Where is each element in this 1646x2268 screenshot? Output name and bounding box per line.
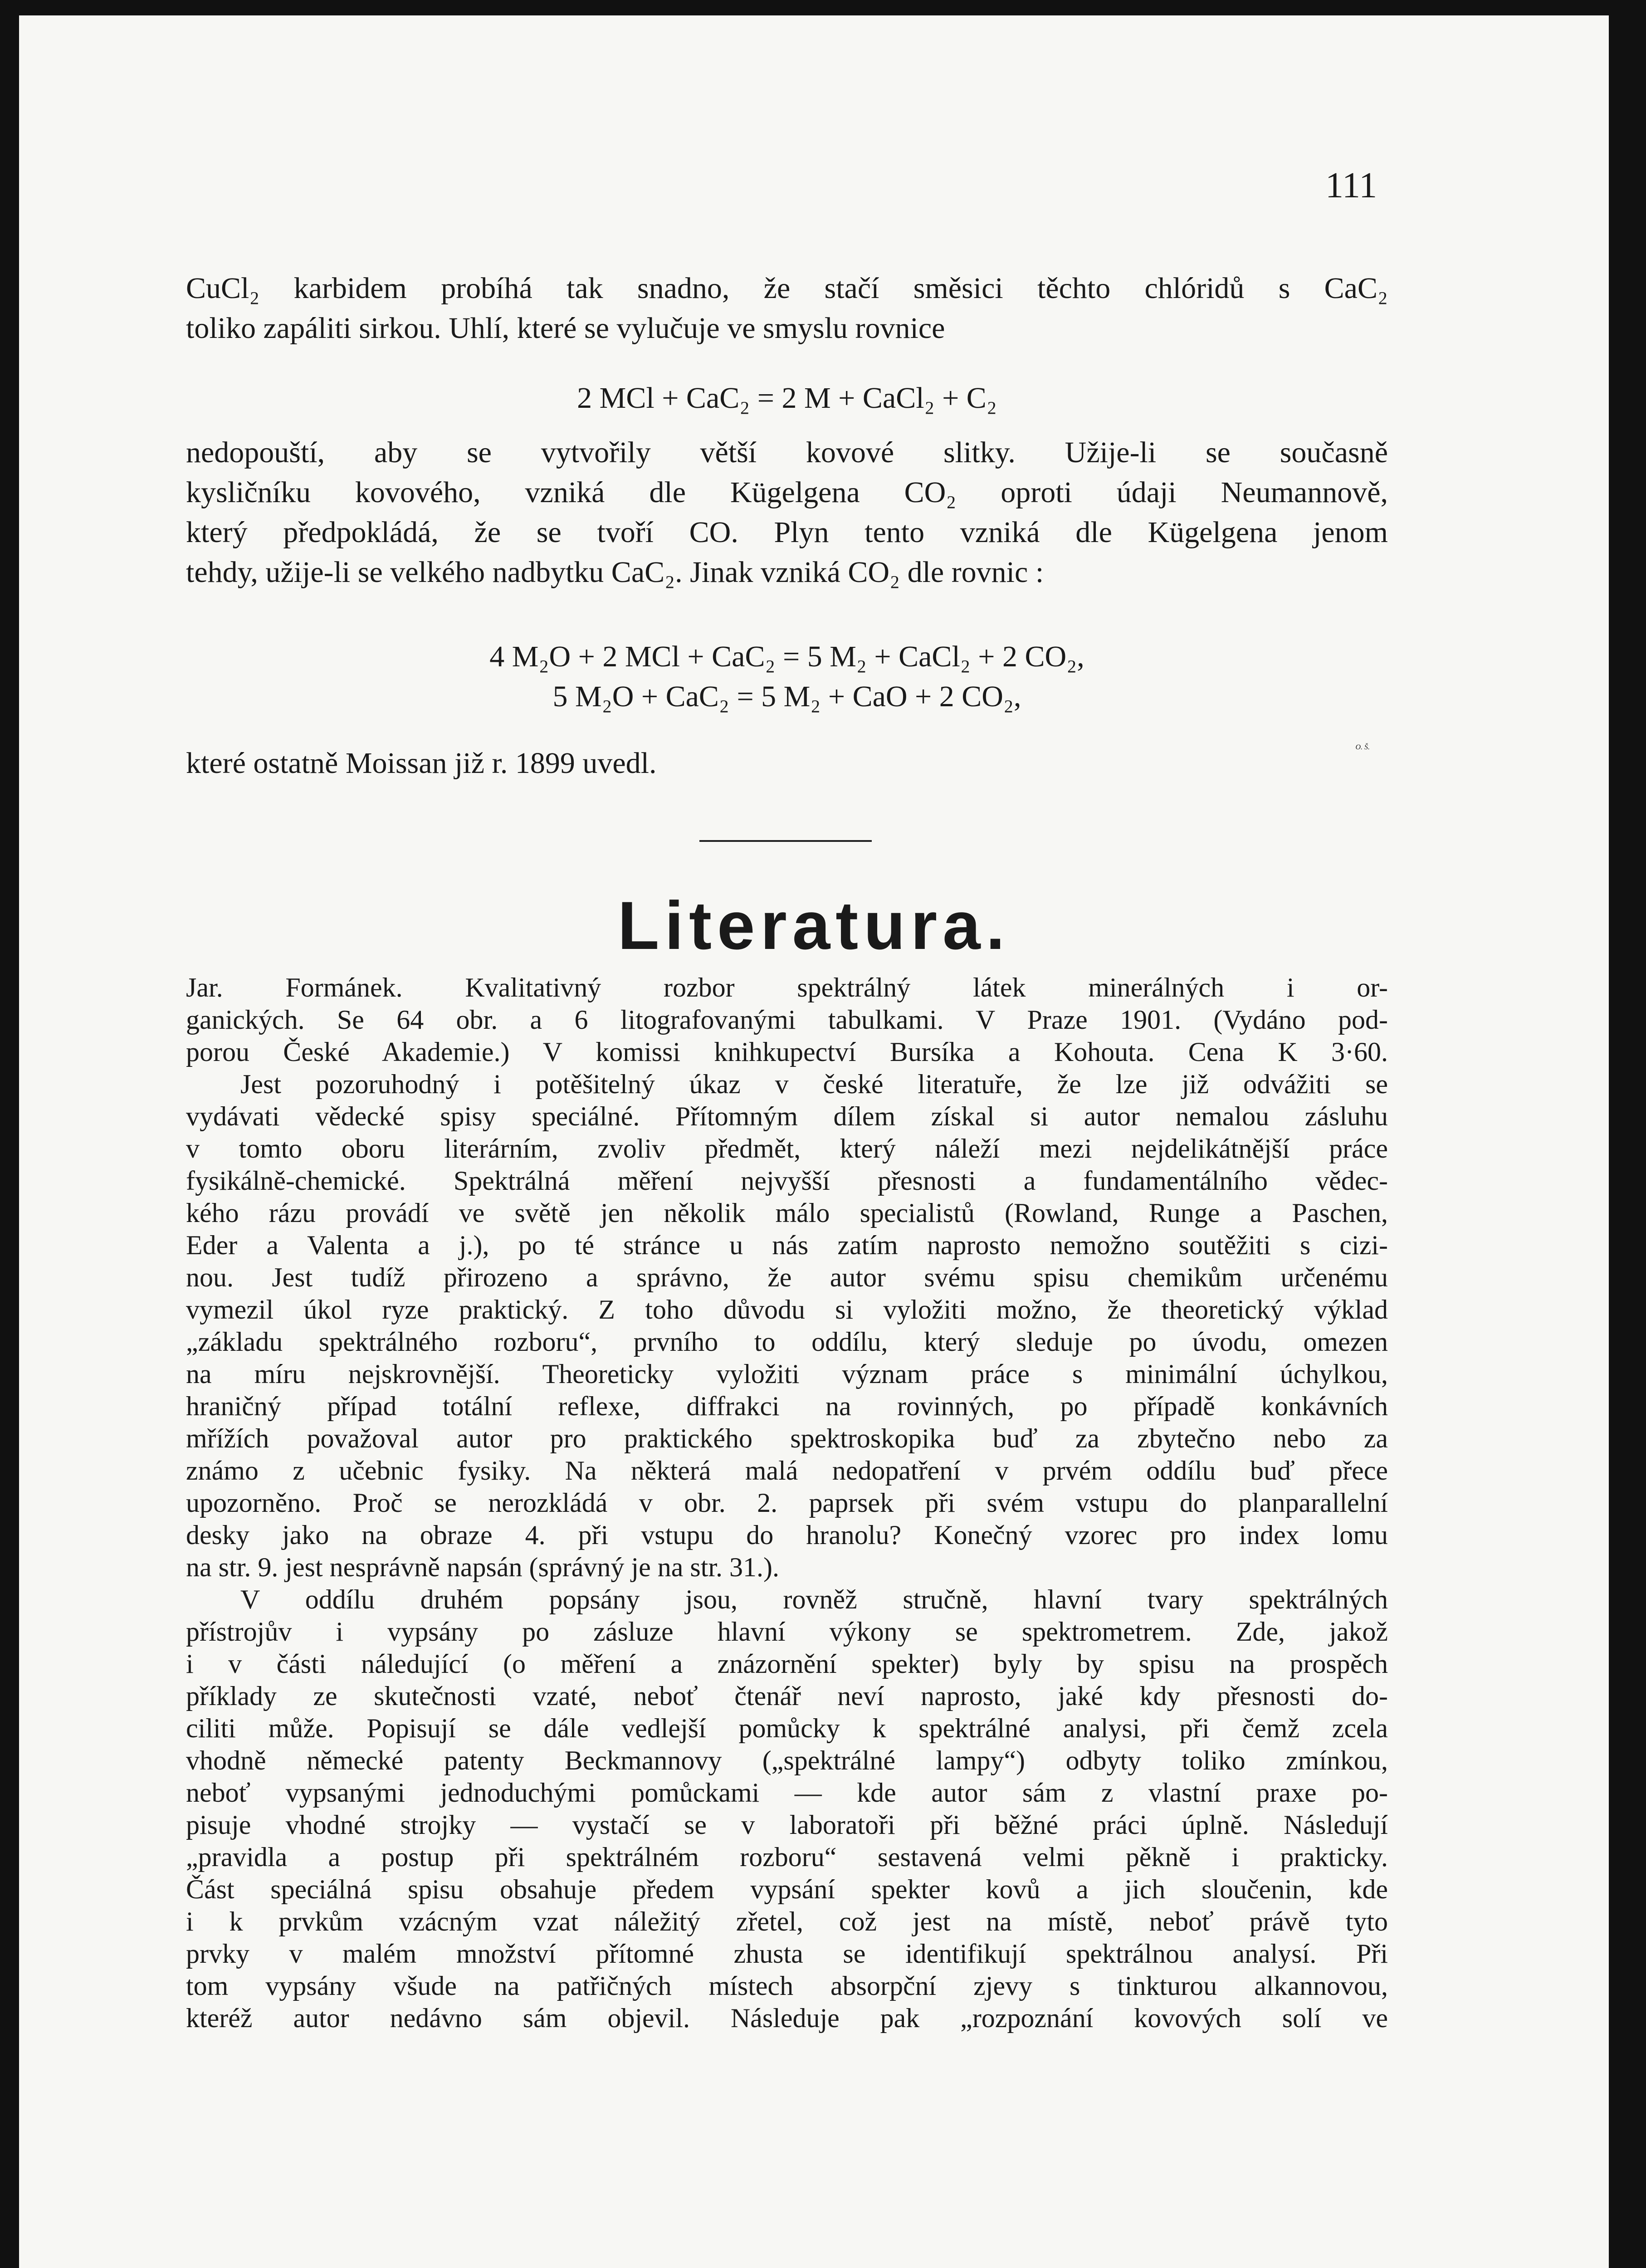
- review-line: pisuje vhodné strojky — vystačí se v laboratoři při běžné práci úplně. Následují: [186, 1810, 1388, 1840]
- review-line: ciliti může. Popisují se dále vedlejší pomůcky k spektrálné analysi, při čemž zcela: [186, 1713, 1388, 1743]
- review-line: známo z učebnic fysiky. Na některá malá nedopatření v prvém oddílu buď přece: [186, 1456, 1388, 1486]
- review-line: kteréž autor nedávno sám objevil. Následuje pak „rozpoznání kovových solí ve: [186, 2003, 1388, 2033]
- review-line: vydávati vědecké spisy speciálné. Přítomným dílem získal si autor nemalou zásluhu: [186, 1101, 1388, 1131]
- review-line: Část speciálná spisu obsahuje předem vypsání spekter kovů a jich sloučenin, kde: [186, 1874, 1388, 1904]
- author-signature: O. Š.: [1355, 743, 1370, 751]
- equation: [186, 378, 1388, 418]
- review-line: porou České Akademie.) V komissi knihkupectví Bursíka a Kohouta. Cena K 3·60.: [186, 1037, 1388, 1067]
- equation-group: [186, 637, 1388, 717]
- text-line: toliko zapáliti sirkou. Uhlí, které se vylučuje ve smyslu rovnice: [186, 312, 945, 345]
- review-line: přístrojův i vypsány po zásluze hlavní výkony se spektrometrem. Zde, jakož: [186, 1617, 1388, 1647]
- review-line: vymezil úkol ryze praktický. Z toho důvodu si vyložiti možno, že theoretický výklad: [186, 1295, 1388, 1325]
- review-line: Jar. Formánek. Kvalitativný rozbor spektrálný látek minerálných i or-: [186, 973, 1388, 1002]
- review-line: fysikálně-chemické. Spektrálná měření nejvyšší přesnosti a fundamentálního vědec-: [186, 1166, 1388, 1196]
- equation-line: 5 M₂O + CaC₂ = 5 M₂ + CaO + 2 CO₂,: [552, 680, 1021, 713]
- review-line: „pravidla a postup při spektrálném rozboru“ sestavená velmi pěkně i prakticky.: [186, 1842, 1388, 1872]
- equation-line: 2 MCl + CaC₂ = 2 M + CaCl₂ + C₂: [577, 381, 997, 415]
- section-title: Literatura.: [617, 887, 1011, 963]
- paragraph: [186, 433, 1388, 592]
- review-line: Eder a Valenta a j.), po té stránce u nás zatím naprosto nemožno soutěžiti s cizi-: [186, 1230, 1388, 1260]
- review-line: desky jako na obraze 4. při vstupu do hranolu? Konečný vzorec pro index lomu: [186, 1520, 1388, 1550]
- review-line: prvky v malém množství přítomné zhusta se identifikují spektrálnou analysí. Při: [186, 1939, 1388, 1969]
- review-line: vhodně německé patenty Beckmannovy („spektrálné lampy“) odbyty toliko zmínkou,: [186, 1745, 1388, 1775]
- review-line: hraničný případ totální reflexe, diffrakci na rovinných, po případě konkávních: [186, 1391, 1388, 1421]
- review-line: nou. Jest tudíž přirozeno a správno, že autor svému spisu chemikům určenému: [186, 1262, 1388, 1292]
- closing-line: [186, 743, 1388, 783]
- text-line: CuCl₂ karbidem probíhá tak snadno, že stačí směsici těchto chlóridů s CaC₂: [186, 272, 1388, 305]
- review-line: na str. 9. jest nesprávně napsán (správný je na str. 31.).: [186, 1552, 780, 1582]
- review-line: v tomto oboru literárním, zvoliv předmět, který náleží mezi nejdelikátnější práce: [186, 1134, 1388, 1163]
- review-line: i k prvkům vzácným vzat náležitý zřetel, což jest na místě, neboť právě tyto: [186, 1906, 1388, 1936]
- closing-text: které ostatně Moissan již r. 1899 uvedl.: [186, 747, 657, 780]
- equation-line: 4 M₂O + 2 MCl + CaC₂ = 5 M₂ + CaCl₂ + 2 CO₂,: [489, 640, 1084, 673]
- review-line: „základu spektrálného rozboru“, prvního to oddílu, který sleduje po úvodu, omezen: [186, 1327, 1388, 1357]
- text-line: tehdy, užije-li se velkého nadbytku CaC₂. Jinak vzniká CO₂ dle rovnic :: [186, 556, 1044, 589]
- text-line: kysličníku kovového, vzniká dle Kügelgena CO₂ oproti údaji Neumannově,: [186, 476, 1388, 509]
- section-divider: [699, 840, 872, 842]
- book-review: [186, 972, 1388, 2034]
- text-line: který předpokládá, že se tvoří CO. Plyn tento vzniká dle Kügelgena jenom: [186, 516, 1388, 549]
- text-line: nedopouští, aby se vytvořily větší kovové slitky. Užije-li se současně: [186, 436, 1388, 469]
- review-line: kého rázu provádí ve světě jen několik málo specialistů (Rowland, Runge a Paschen,: [186, 1198, 1388, 1228]
- review-line: příklady ze skutečnosti vzaté, neboť čtenář neví naprosto, jaké kdy přesnosti do-: [186, 1681, 1388, 1711]
- review-line: i v části náledující (o měření a znázornění spekter) byly by spisu na prospěch: [186, 1649, 1388, 1679]
- review-line: mřížích považoval autor pro praktického spektroskopika buď za zbytečno nebo za: [186, 1423, 1388, 1453]
- review-line: na míru nejskrovnější. Theoreticky vyložiti význam práce s minimální úchylkou,: [186, 1359, 1388, 1389]
- document-page: [19, 15, 1609, 2268]
- review-line: Jest pozoruhodný i potěšitelný úkaz v české literatuře, že lze již odvážiti se: [240, 1069, 1388, 1099]
- review-line: V oddílu druhém popsány jsou, rovněž stručně, hlavní tvary spektrálných: [240, 1584, 1388, 1614]
- review-line: neboť vypsanými jednoduchými pomůckami — kde autor sám z vlastní praxe po-: [186, 1778, 1388, 1808]
- page-number: 111: [1325, 166, 1377, 205]
- review-line: ganických. Se 64 obr. a 6 litografovanými tabulkami. V Praze 1901. (Vydáno pod-: [186, 1005, 1388, 1035]
- review-line: tom vypsány všude na patřičných místech absorpční zjevy s tinkturou alkannovou,: [186, 1971, 1388, 2001]
- intro-paragraph: [186, 269, 1388, 348]
- review-line: upozorněno. Proč se nerozkládá v obr. 2. paprsek při svém vstupu do planparallelní: [186, 1488, 1388, 1518]
